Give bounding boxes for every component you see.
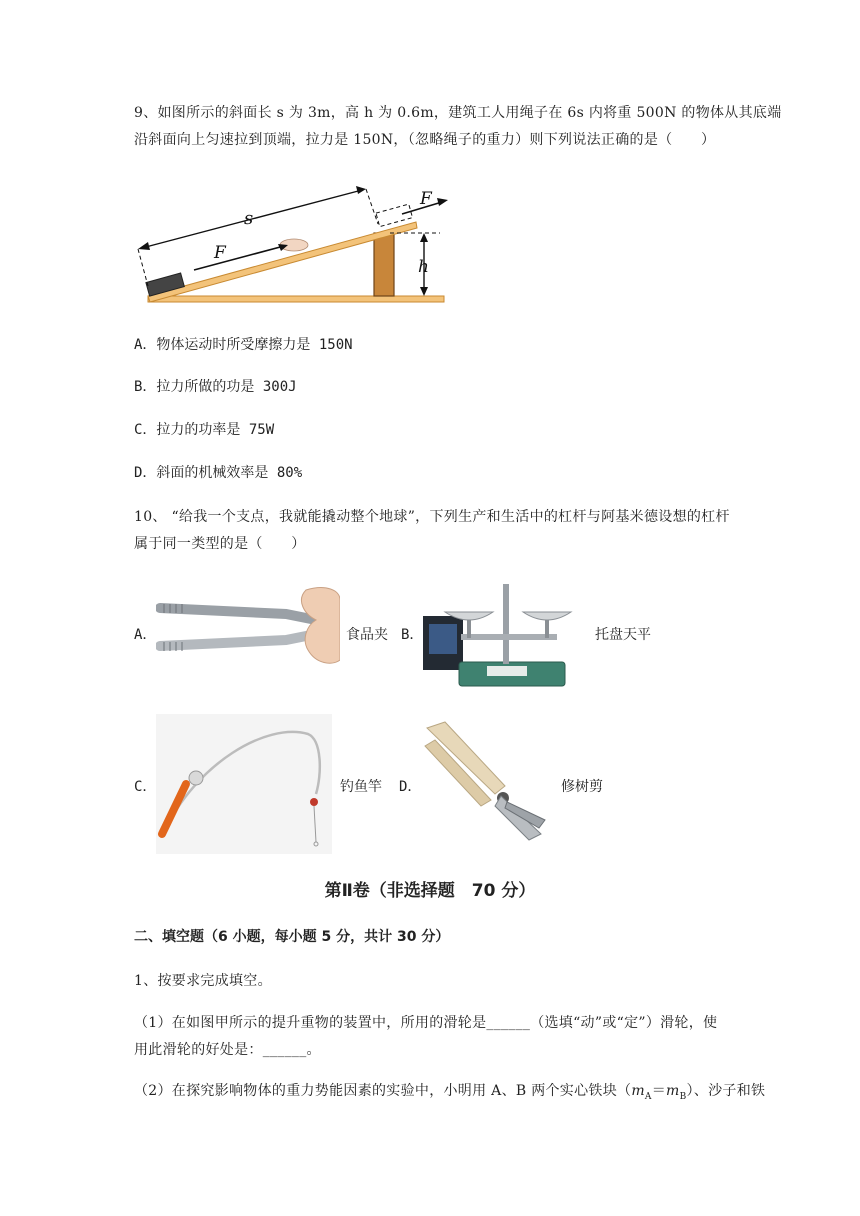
label-s: s [244,208,254,229]
pruning-shears-image [421,716,549,848]
q10-option-b-name: 托盘天平 [595,627,651,643]
incline-diagram [134,178,454,308]
support-block [374,233,394,296]
q9-option-c: C．拉力的功率是 75W [134,422,275,438]
fill-q1-sub1-line1: （1）在如图甲所示的提升重物的装置中，所用的滑轮是______（选填“动”或“定”）滑轮，使 [134,1015,718,1031]
label-h: h [418,257,429,277]
q10-option-a-letter: A． [134,627,157,643]
q10-text-line2: 属于同一类型的是（ ） [134,536,306,552]
section-heading: 二、填空题（6 小题，每小题 5 分，共计 30 分） [134,929,450,945]
q9-option-d: D．斜面的机械效率是 80% [134,465,303,481]
label-f1: F [214,243,226,263]
q10-option-c-letter: C． [134,779,157,795]
fishing-rod-image [156,714,332,854]
ground-plank [148,296,444,302]
fill-q1-sub1-line2: 用此滑轮的好处是：______。 [134,1042,321,1058]
q9-text-line1: 9、如图所示的斜面长 s 为 3m，高 h 为 0.6m，建筑工人用绳子在 6s 内将重 500N 的物体从其底端 [134,105,782,121]
q9-option-a: A．物体运动时所受摩擦力是 150N [134,337,353,353]
part2-title: 第Ⅱ卷（非选择题 70 分） [324,881,536,901]
balance-scale-image [423,576,589,692]
q9-option-b: B．拉力所做的功是 300J [134,379,297,395]
q10-option-d-letter: D． [399,779,422,795]
q10-option-b-letter: B． [401,627,424,643]
q10-option-c-name: 钓鱼竿 [340,779,382,795]
q9-text-line2: 沿斜面向上匀速拉到顶端，拉力是 150N，（忽略绳子的重力）则下列说法正确的是（ ） [134,132,716,148]
fill-q1-text: 1、按要求完成填空。 [134,973,272,989]
label-f2: F [420,189,432,209]
q10-option-a-name: 食品夹 [346,627,388,643]
fill-q1-sub2-line1: （2）在探究影响物体的重力势能因素的实验中，小明用 A、B 两个实心铁块$(m_A=m_B)$、沙子和铁 [134,1083,766,1102]
q10-text-line1: 10、 “给我一个支点，我就能撬动整个地球”，下列生产和生活中的杠杆与阿基米德设想的杠杆 [134,509,730,525]
food-tongs-image [156,580,340,676]
q10-option-d-name: 修树剪 [561,779,603,795]
